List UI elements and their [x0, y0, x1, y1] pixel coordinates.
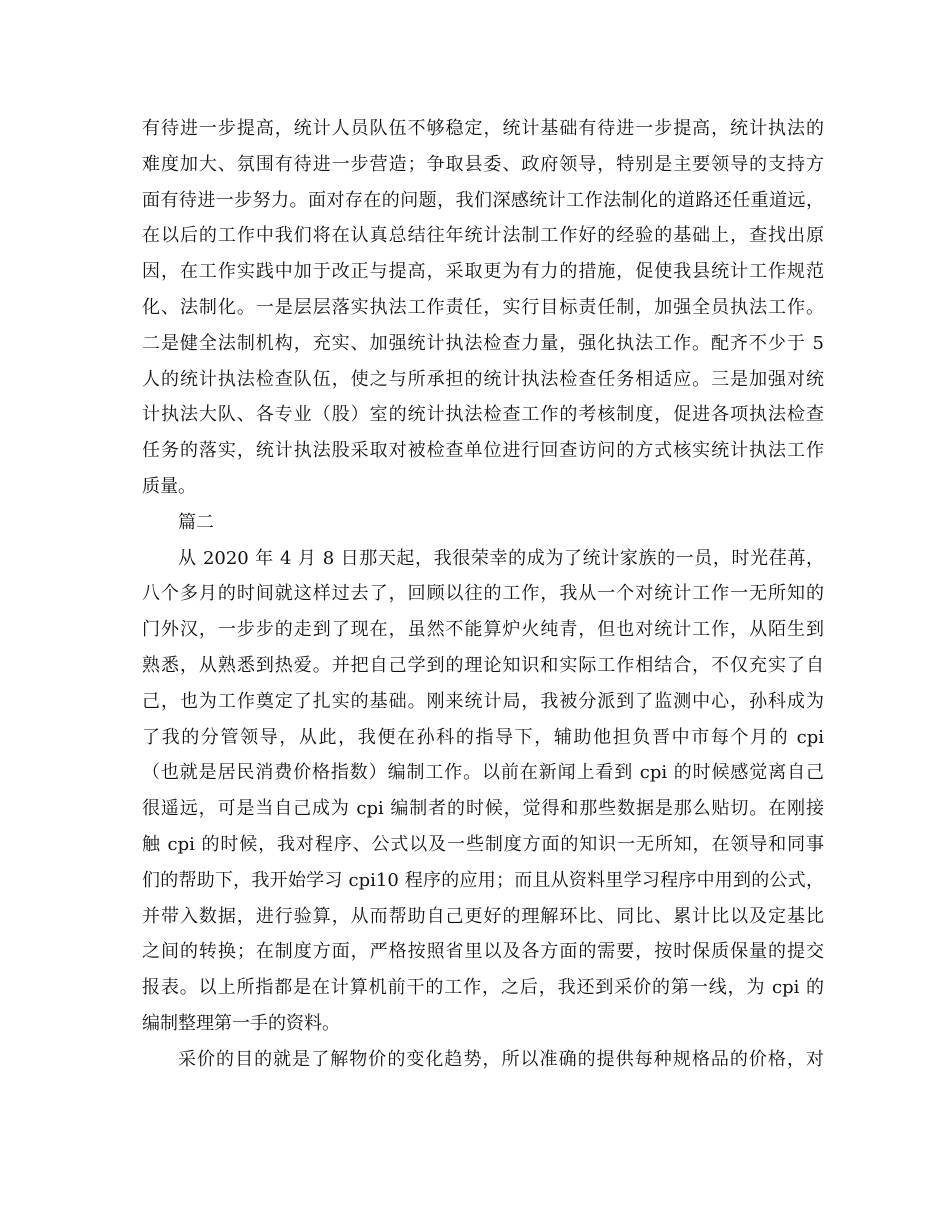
text-line: 并带入数据，进行验算，从而帮助自己更好的理解环比、同比、累计比以及定基比 [142, 905, 824, 927]
text-line: 有待进一步提高，统计人员队伍不够稳定，统计基础有待进一步提高，统计执法的 [142, 118, 824, 139]
text-line: 从 2020 年 4 月 8 日那天起，我很荣幸的成为了统计家族的一员，时光荏苒， [178, 547, 824, 569]
text-line: 门外汉，一步步的走到了现在，虽然不能算炉火纯青，但也对统计工作，从陌生到 [142, 619, 824, 641]
text-line: 己，也为工作奠定了扎实的基础。刚来统计局，我被分派到了监测中心，孙科成为 [142, 690, 824, 712]
text-line: 二是健全法制机构，充实、加强统计执法检查力量，强化执法工作。配齐不少于 5 [142, 332, 824, 354]
heading-text: 篇二 [178, 511, 214, 533]
text-line: 了我的分管领导，从此，我便在孙科的指导下，辅助他担负晋中市每个月的 cpi [142, 726, 824, 748]
section-heading [142, 505, 824, 541]
text-line: 难度加大、氛围有待进一步营造；争取县委、政府领导，特别是主要领导的支持方 [142, 153, 824, 175]
text-line: 报表。以上所指都是在计算机前干的工作，之后，我还到采价的第一线，为 cpi 的 [142, 977, 824, 999]
document-body [142, 111, 824, 1078]
text-line: 计执法大队、各专业（股）室的统计执法检查工作的考核制度，促进各项执法检查 [142, 404, 824, 426]
text-line: 们的帮助下，我开始学习 cpi10 程序的应用；而且从资料里学习程序中用到的公式， [142, 869, 824, 891]
text-line: 八个多月的时间就这样过去了，回顾以往的工作，我从一个对统计工作一无所知的 [142, 583, 824, 605]
text-line: 化、法制化。一是层层落实执法工作责任，实行目标责任制，加强全员执法工作。 [142, 296, 824, 318]
text-line: 熟悉，从熟悉到热爱。并把自己学到的理论知识和实际工作相结合，不仅充实了自 [142, 654, 824, 676]
paragraph-3 [142, 1042, 824, 1078]
text-line: 触 cpi 的时候，我对程序、公式以及一些制度方面的知识一无所知，在领导和同事 [142, 833, 824, 855]
text-line: 很遥远，可是当自己成为 cpi 编制者的时候，觉得和那些数据是那么贴切。在刚接 [142, 798, 824, 820]
text-line: 任务的落实，统计执法股采取对被检查单位进行回查访问的方式核实统计执法工作 [142, 440, 824, 462]
text-line: 在以后的工作中我们将在认真总结往年统计法制工作好的经验的基础上，查找出原 [142, 225, 824, 247]
text-line: 之间的转换；在制度方面，严格按照省里以及各方面的需要，按时保质保量的提交 [142, 941, 824, 963]
text-line: 面有待进一步努力。面对存在的问题，我们深感统计工作法制化的道路还任重道远， [142, 189, 824, 211]
text-line: （也就是居民消费价格指数）编制工作。以前在新闻上看到 cpi 的时候感觉离自己 [142, 762, 824, 784]
text-line: 采价的目的就是了解物价的变化趋势，所以准确的提供每种规格品的价格，对 [178, 1048, 824, 1070]
text-line: 编制整理第一手的资料。 [142, 1012, 340, 1034]
paragraph-2 [142, 541, 824, 1042]
paragraph-1 [142, 111, 824, 505]
text-line: 人的统计执法检查队伍，使之与所承担的统计执法检查任务相适应。三是加强对统 [142, 368, 824, 390]
text-line: 质量。 [142, 475, 196, 497]
text-line: 因，在工作实践中加于改正与提高，采取更为有力的措施，促使我县统计工作规范 [142, 261, 824, 283]
